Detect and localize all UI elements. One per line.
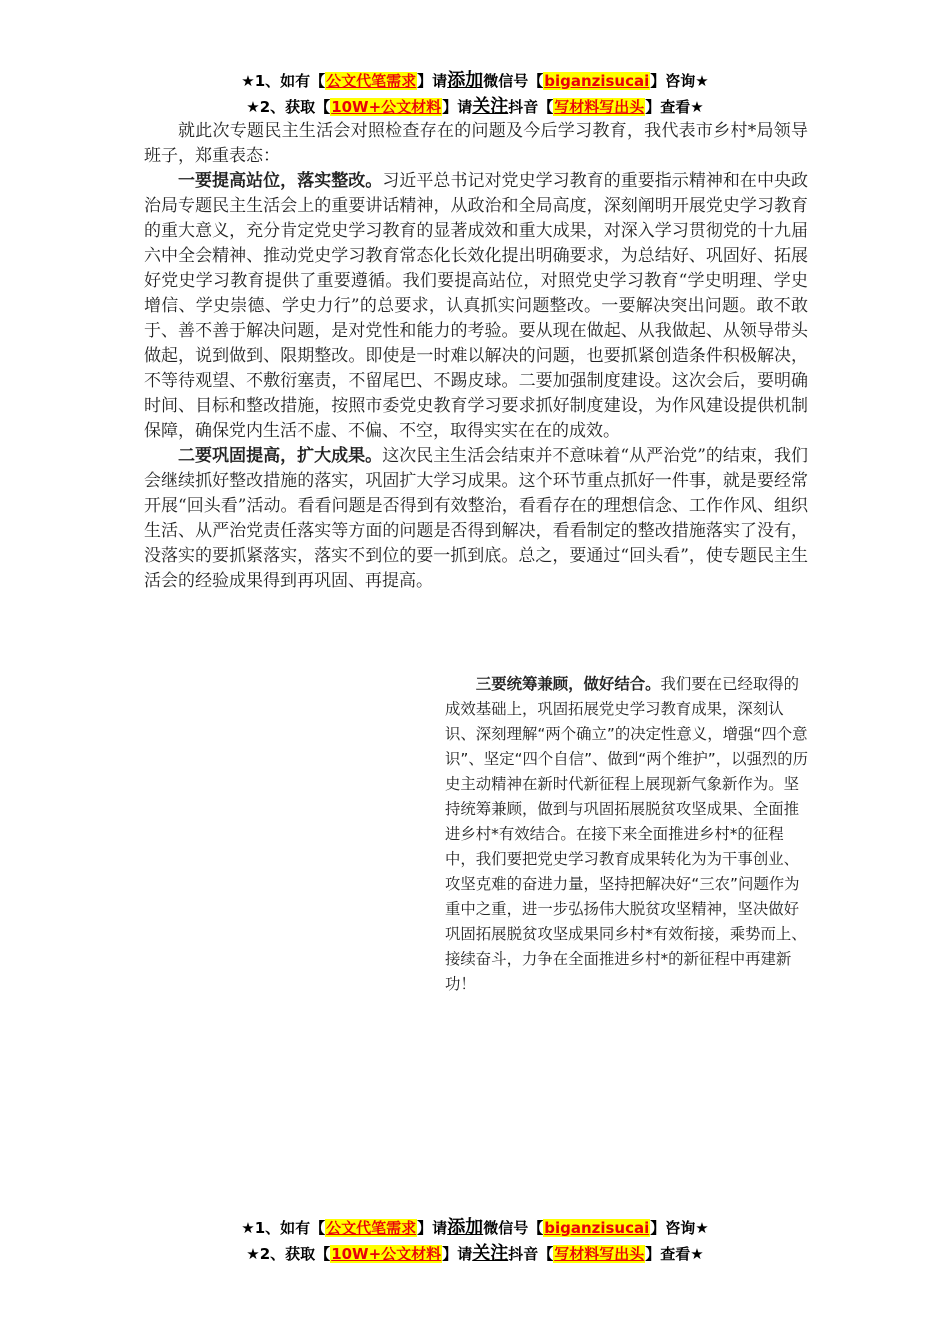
promo-highlight: 公文代笔需求 [326,72,417,90]
promo-highlight-douyin: 写材料写出头 [554,1245,645,1263]
promo-text: ★1、如有【 [241,1219,326,1237]
paragraph-2-text: 这次民主生活会结束并不意味着“从严治党”的结束，我们会继续抓好整改措施的落实，巩固扩大学习成果。这个环节重点抓好一件事，就是要经常开展“回头看”活动。看看问题是否得到有效整治，看看存在的理想信念、工作作风、组织生活、从严治党责任落实等方面的问题是否得到解决，看看制定的整改措施落实了没有，没落实的要抓紧落实，落实不到位的要一抓到底。总之，要通过“回头看”，使专题民主生活会的经验成果得到再巩固、再提高。 [144,446,808,591]
promo-highlight: 10W+公文材料 [331,1245,442,1263]
promo-text: 】请 [417,1219,448,1237]
promo-highlight: 10W+公文材料 [331,98,442,116]
promo-highlight-wechat-id: biganzisucai [544,72,650,90]
promo-highlight-wechat-id: biganzisucai [544,1219,650,1237]
paragraph-2-heading: 二要巩固提高，扩大成果。 [178,446,383,466]
intro-paragraph: 就此次专题民主生活会对照检查存在的问题及今后学习教育，我代表市乡村*局领导班子，郑重表态： [144,121,808,166]
promo-text: 】查看★ [645,98,704,116]
promo-line-1 [0,68,950,94]
promo-text: ★2、获取【 [246,98,331,116]
promo-emphasis: 添加 [447,1217,484,1238]
promo-text: 抖音【 [508,1245,554,1263]
promo-text: 】请 [442,98,473,116]
promo-text: ★1、如有【 [241,72,326,90]
promo-line-2 [0,1241,950,1267]
paragraph-2 [144,444,808,594]
promo-line-2 [0,94,950,120]
promo-highlight: 公文代笔需求 [326,1219,417,1237]
promo-emphasis: 添加 [447,70,484,91]
promo-banner-bottom [0,1215,950,1267]
paragraph-1-text: 习近平总书记对党史学习教育的重要指示精神和在中央政治局专题民主生活会上的重要讲话精神，从政治和全局高度，深刻阐明开展党史学习教育的重大意义，充分肯定党史学习教育的显著成效和重大成果，对深入学习贯彻党的十九届六中全会精神、推动党史学习教育常态化长效化提出明确要求，为总结好、巩固好、拓展好党史学习教育提供了重要遵循。我们要提高站位，对照党史学习教育“学史明理、学史增信、学史崇德、学史力行”的总要求，认真抓实问题整改。一要解决突出问题。敢不敢于、善不善于解决问题，是对党性和能力的考验。要从现在做起、从我做起、从领导带头做起，说到做到、限期整改。即使是一时难以解决的问题，也要抓紧创造条件积极解决，不等待观望、不敷衍塞责，不留尾巴、不踢皮球。二要加强制度建设。这次会后，要明确时间、目标和整改措施，按照市委党史教育学习要求抓好制度建设，为作风建设提供机制保障，确保党内生活不虚、不偏、不空，取得实实在在的成效。 [144,171,809,441]
paragraph-1-heading: 一要提高站位，落实整改。 [178,171,383,191]
promo-text: 】查看★ [645,1245,704,1263]
promo-text: 抖音【 [508,98,554,116]
promo-text: 微信号【 [483,1219,544,1237]
promo-emphasis: 关注 [472,1243,509,1264]
paragraph-1 [144,169,808,444]
promo-emphasis: 关注 [472,96,509,117]
promo-text: 】请 [442,1245,473,1263]
promo-text: 】请 [417,72,448,90]
paragraph-3-text: 我们要在已经取得的成效基础上，巩固拓展党史学习教育成果，深刻认识、深刻理解“两个确立”的决定性意义，增强“四个意识”、坚定“四个自信”、做到“两个维护”，以强烈的历史主动精神在新时代新征程上展现新气象新作为。坚持统筹兼顾，做到与巩固拓展脱贫攻坚成果、全面推进乡村*有效结合。在接下来全面推进乡村*的征程中，我们要把党史学习教育成果转化为为干事创业、攻坚克难的奋进力量，坚持把解决好“三农”问题作为重中之重，进一步弘扬伟大脱贫攻坚精神，坚决做好巩固拓展脱贫攻坚成果同乡村*有效衔接，乘势而上、接续奋斗，力争在全面推进乡村*的新征程中再建新功！ [445,675,809,993]
promo-highlight-douyin: 写材料写出头 [554,98,645,116]
promo-text: ★2、获取【 [246,1245,331,1263]
promo-banner-top [0,68,950,120]
promo-text: 】咨询★ [650,1219,709,1237]
promo-text: 】咨询★ [650,72,709,90]
promo-text: 微信号【 [483,72,544,90]
paragraph-3-heading: 三要统筹兼顾，做好结合。 [475,675,661,693]
paragraph-3 [445,672,809,997]
promo-line-1 [0,1215,950,1241]
document-body [144,119,808,594]
